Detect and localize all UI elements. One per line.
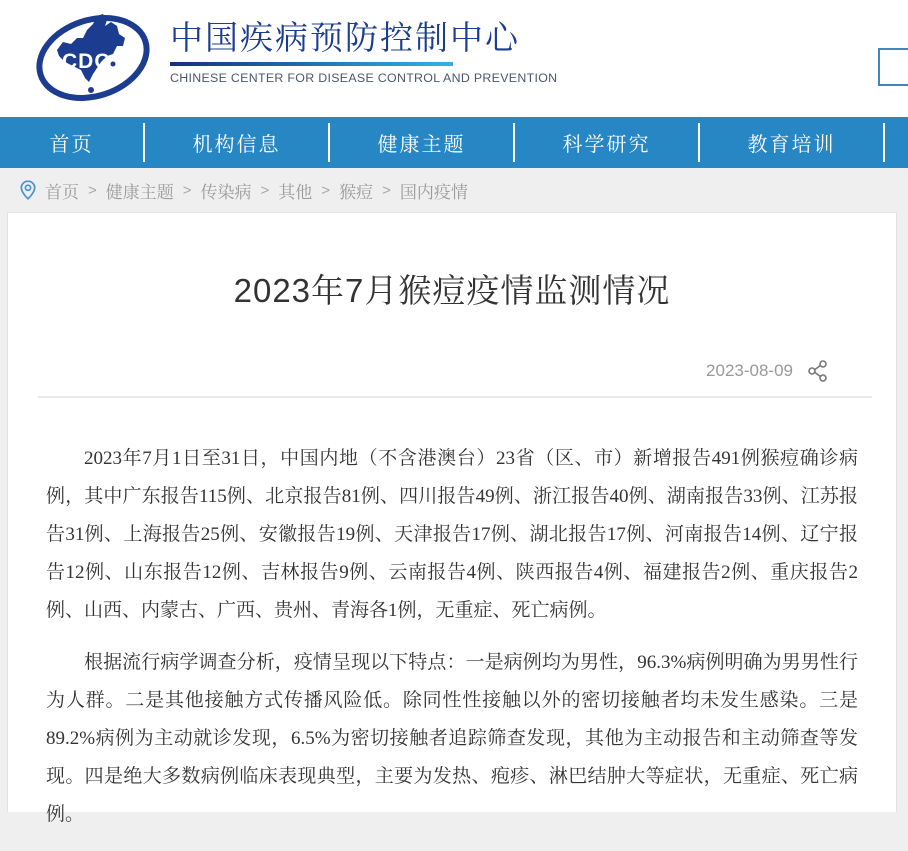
location-pin-icon [20,180,36,200]
cdc-logo[interactable] [25,6,165,110]
breadcrumb [0,168,908,212]
brand-gradient-rule [170,62,453,66]
cdc-logo-icon [25,6,165,110]
breadcrumb-separator: > [260,181,270,199]
breadcrumb-separator: > [321,181,331,199]
publish-date: 2023-08-09 [706,361,793,380]
article-title: 2023年7月猴痘疫情监测情况 [233,272,671,309]
breadcrumb-health-topics[interactable]: 健康主题 [105,182,174,202]
article-panel [7,212,897,825]
breadcrumb-separator: > [382,181,391,199]
article-body [8,398,896,834]
share-button[interactable] [805,358,831,384]
breadcrumb-domestic-epidemic[interactable]: 国内疫情 [399,182,468,202]
svg-text:CDC: CDC [62,50,111,73]
breadcrumb-infectious-disease[interactable]: 传染病 [200,182,252,202]
article-meta-row [8,358,896,384]
breadcrumb-other[interactable]: 其他 [278,182,313,202]
article-paragraph-2: 根据流行病学调查分析，疫情呈现以下特点：一是病例均为男性，96.3%病例明确为男男性行为人群。二是其他接触方式传播风险低。除同性性接触以外的密切接触者均未发生感染。三是89.2%病例为主动就诊发现，6.5%为密切接触者追踪筛查发现，其他为主动报告和主动筛查等发现。四是绝大多数病例临床表现典型，主要为发热、疱疹、淋巴结肿大等症状，无重症、死亡病例。 [46,652,858,825]
nav-item-health-topics[interactable]: 健康主题 [377,134,466,156]
share-icon [806,359,830,383]
nav-item-home[interactable]: 首页 [49,134,94,156]
main-nav [0,117,908,168]
nav-item-education-training[interactable]: 教育培训 [747,134,836,156]
breadcrumb-separator: > [182,181,192,199]
breadcrumb-monkeypox[interactable]: 猴痘 [339,182,374,202]
nav-item-science-research[interactable]: 科学研究 [562,134,651,156]
site-subtitle: CHINESE CENTER FOR DISEASE CONTROL AND PREVENTION [170,71,558,85]
breadcrumb-separator: > [88,181,97,199]
article-paragraph-1: 2023年7月1日至31日，中国内地（不含港澳台）23省（区、市）新增报告491例猴痘确诊病例，其中广东报告115例、北京报告81例、四川报告49例、浙江报告40例、湖南报告33例、江苏报告31例、上海报告25例、安徽报告19例、天津报告17例、湖北报告17例、河南报告14例、辽宁报告12例、山东报告12例、吉林报告9例、云南报告4例、陕西报告4例、福建报告2例、重庆报告2例、山西、内蒙古、广西、贵州、青海各1例，无重症、死亡病例。 [46,448,858,621]
brand-block [170,18,558,85]
nav-spacer [885,117,908,168]
breadcrumb-home[interactable]: 首页 [45,182,79,202]
site-title: 中国疾病预防控制中心 [170,19,520,56]
site-header [0,0,908,117]
page-background [0,168,908,851]
nav-item-org-info[interactable]: 机构信息 [192,134,281,156]
header-search-box[interactable] [878,48,908,86]
